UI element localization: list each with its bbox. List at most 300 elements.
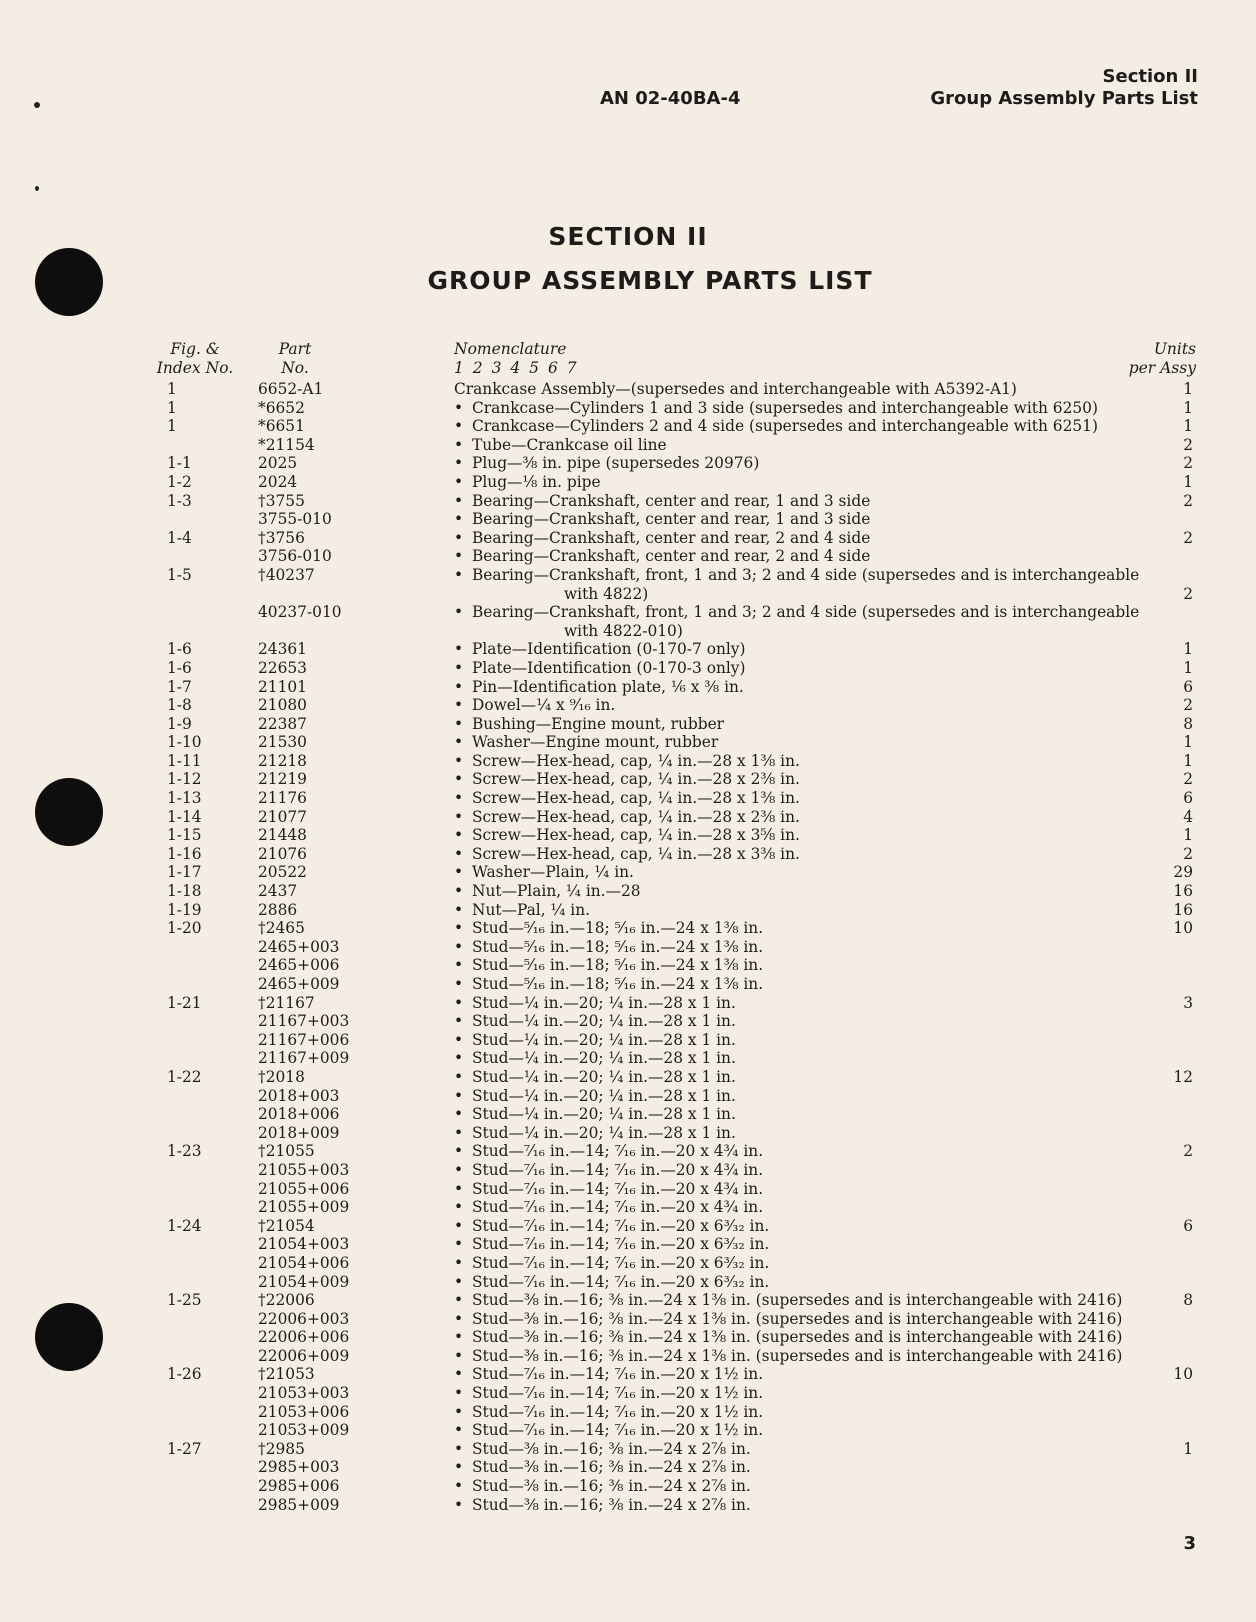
- part-number: †21167: [258, 993, 315, 1012]
- indent-bullet: •: [454, 454, 464, 473]
- indent-bullet: •: [454, 1346, 464, 1365]
- part-number: 21053+009: [258, 1421, 350, 1440]
- units-per-assy: 16: [1173, 900, 1193, 919]
- nomenclature: [454, 529, 870, 548]
- nomenclature: [454, 1087, 736, 1106]
- table-row: [0, 1235, 1256, 1254]
- indent-bullet: •: [454, 1012, 464, 1031]
- fig-index: 1-21: [167, 993, 202, 1012]
- units-per-assy: 2: [1183, 1142, 1193, 1161]
- units-per-assy: 16: [1173, 882, 1193, 901]
- nomenclature: [454, 1161, 763, 1180]
- units-per-assy: 2: [1183, 491, 1193, 510]
- table-row: [0, 547, 1256, 566]
- nomenclature: [454, 1328, 1122, 1347]
- nomenclature: [454, 733, 718, 752]
- fig-index: 1-4: [167, 528, 192, 547]
- nomenclature: [454, 1273, 769, 1292]
- table-row: [0, 436, 1256, 455]
- table-row: [0, 1031, 1256, 1050]
- column-header-part: [260, 340, 330, 377]
- indent-bullet: •: [454, 435, 464, 454]
- part-number: 21077: [258, 807, 307, 826]
- part-number: *6652: [258, 398, 305, 417]
- indent-bullet: •: [454, 677, 464, 696]
- indent-bullet: •: [454, 1421, 464, 1440]
- table-row: [0, 1273, 1256, 1292]
- nomenclature-text: Dowel—¼ x ⁹⁄₁₆ in.: [472, 696, 616, 715]
- fig-index: 1-22: [167, 1067, 202, 1086]
- units-per-assy: 1: [1183, 1439, 1193, 1458]
- table-row: [0, 882, 1256, 901]
- table-row: [0, 1180, 1256, 1199]
- nomenclature: [454, 994, 736, 1013]
- nomenclature-text: Pin—Identification plate, ⅙ x ⅜ in.: [472, 677, 744, 696]
- nomenclature: [454, 845, 800, 864]
- nomenclature: [454, 678, 744, 697]
- part-number: †2465: [258, 919, 305, 938]
- indent-bullet: •: [454, 1458, 464, 1477]
- nomenclature-text: Stud—⅜ in.—16; ⅜ in.—24 x 1⅜ in. (supersedes and is interchangeable with 2416): [472, 1346, 1123, 1365]
- units-per-assy: 6: [1183, 789, 1193, 808]
- units-per-assy: 1: [1183, 826, 1193, 845]
- parts-list: [0, 380, 1256, 1514]
- part-number: 2018+009: [258, 1123, 340, 1142]
- table-row: [0, 733, 1256, 752]
- units-per-assy: 12: [1173, 1067, 1193, 1086]
- fig-index: 1-19: [167, 900, 202, 919]
- indent-bullet: •: [454, 528, 464, 547]
- nomenclature-continuation: with 4822): [564, 584, 649, 603]
- table-row: [0, 1142, 1256, 1161]
- nomenclature: [454, 492, 870, 511]
- nomenclature-text: Stud—⁷⁄₁₆ in.—14; ⁷⁄₁₆ in.—20 x 6³⁄₃₂ in.: [472, 1253, 770, 1272]
- indent-bullet: •: [454, 789, 464, 808]
- nomenclature-text: Bearing—Crankshaft, center and rear, 1 and 3 side: [472, 491, 871, 510]
- part-number: 21054+006: [258, 1253, 350, 1272]
- nomenclature: [454, 882, 641, 901]
- fig-index: 1-25: [167, 1291, 202, 1310]
- units-per-assy: 1: [1183, 640, 1193, 659]
- column-header-nom-line1: Nomenclature: [454, 340, 567, 358]
- indent-bullet: •: [454, 491, 464, 510]
- indent-bullet: •: [454, 1067, 464, 1086]
- fig-index: 1-9: [167, 714, 192, 733]
- part-number: †21053: [258, 1365, 315, 1384]
- table-row: [0, 492, 1256, 511]
- units-per-assy: 10: [1173, 919, 1193, 938]
- nomenclature: [454, 1403, 763, 1422]
- nomenclature: [454, 417, 1098, 436]
- table-row: [0, 1384, 1256, 1403]
- table-row: [0, 1403, 1256, 1422]
- nomenclature-text: Stud—¼ in.—20; ¼ in.—28 x 1 in.: [472, 1012, 736, 1031]
- units-per-assy: 10: [1173, 1365, 1193, 1384]
- nomenclature-text: Stud—⁷⁄₁₆ in.—14; ⁷⁄₁₆ in.—20 x 6³⁄₃₂ in.: [472, 1216, 770, 1235]
- column-header-units-line2: per Assy: [1128, 358, 1196, 377]
- nomenclature: [454, 1235, 769, 1254]
- table-row: [0, 1161, 1256, 1180]
- table-row: [0, 1198, 1256, 1217]
- units-per-assy: 2: [1183, 528, 1193, 547]
- fig-index: 1-16: [167, 844, 202, 863]
- nomenclature: [454, 510, 870, 529]
- indent-bullet: •: [454, 882, 464, 901]
- indent-bullet: •: [454, 993, 464, 1012]
- nomenclature: [454, 1477, 751, 1496]
- nomenclature-text: Plate—Identification (0-170-7 only): [472, 640, 746, 659]
- fig-index: 1: [167, 398, 177, 417]
- part-number: 6652-A1: [258, 380, 324, 398]
- part-number: 21053+003: [258, 1384, 350, 1403]
- column-header-part-line2: No.: [281, 358, 309, 377]
- nomenclature: [454, 1068, 736, 1087]
- table-row: [0, 640, 1256, 659]
- running-header: [930, 66, 1198, 110]
- part-number: 21055+003: [258, 1160, 350, 1179]
- fig-index: 1-15: [167, 826, 202, 845]
- nomenclature: [454, 938, 763, 957]
- part-number: 21053+006: [258, 1402, 350, 1421]
- nomenclature: [454, 640, 746, 659]
- table-row: [0, 1105, 1256, 1124]
- part-number: 21054+009: [258, 1272, 350, 1291]
- indent-bullet: •: [454, 1179, 464, 1198]
- nomenclature: [454, 1347, 1122, 1366]
- units-per-assy: 1: [1183, 398, 1193, 417]
- nomenclature-text: Bushing—Engine mount, rubber: [472, 714, 725, 733]
- part-number: 21218: [258, 751, 307, 770]
- table-row: [0, 1254, 1256, 1273]
- nomenclature-text: Stud—⁷⁄₁₆ in.—14; ⁷⁄₁₆ in.—20 x 1½ in.: [472, 1384, 764, 1403]
- table-row: [0, 1310, 1256, 1329]
- table-row: [0, 845, 1256, 864]
- nomenclature-text: Stud—⁷⁄₁₆ in.—14; ⁷⁄₁₆ in.—20 x 6³⁄₃₂ in.: [472, 1272, 770, 1291]
- table-row: [0, 956, 1256, 975]
- part-number: 21176: [258, 789, 307, 808]
- nomenclature-text: Stud—¼ in.—20; ¼ in.—28 x 1 in.: [472, 1123, 736, 1142]
- fig-index: 1-6: [167, 658, 192, 677]
- nomenclature: [454, 1310, 1122, 1329]
- nomenclature: [454, 1180, 763, 1199]
- fig-index: 1-1: [167, 454, 192, 473]
- nomenclature: [454, 380, 1017, 399]
- nomenclature-text: Stud—¼ in.—20; ¼ in.—28 x 1 in.: [472, 1105, 736, 1124]
- nomenclature-text: Stud—⁵⁄₁₆ in.—18; ⁵⁄₁₆ in.—24 x 1⅜ in.: [472, 956, 764, 975]
- indent-bullet: •: [454, 1216, 464, 1235]
- nomenclature: [454, 789, 800, 808]
- nomenclature-text: Screw—Hex-head, cap, ¼ in.—28 x 3⅜ in.: [472, 844, 800, 863]
- part-number: 20522: [258, 863, 307, 882]
- nomenclature-text: Stud—¼ in.—20; ¼ in.—28 x 1 in.: [472, 1086, 736, 1105]
- fig-index: 1-17: [167, 863, 202, 882]
- table-row: [0, 901, 1256, 920]
- part-number: 2024: [258, 472, 298, 491]
- table-row: [0, 752, 1256, 771]
- nomenclature-continuation: with 4822-010): [564, 621, 683, 640]
- nomenclature-text: Plug—⅛ in. pipe: [472, 472, 601, 491]
- indent-bullet: •: [454, 696, 464, 715]
- page-number: 3: [1183, 1533, 1196, 1554]
- nomenclature: [454, 1421, 763, 1440]
- part-number: *21154: [258, 435, 315, 454]
- part-number: 21076: [258, 844, 307, 863]
- nomenclature: [454, 1031, 736, 1050]
- fig-index: 1: [167, 417, 177, 436]
- nomenclature: [454, 696, 615, 715]
- indent-bullet: •: [454, 603, 464, 622]
- nomenclature-text: Stud—⁷⁄₁₆ in.—14; ⁷⁄₁₆ in.—20 x 1½ in.: [472, 1365, 764, 1384]
- part-number: 2437: [258, 882, 298, 901]
- nomenclature-text: Stud—¼ in.—20; ¼ in.—28 x 1 in.: [472, 1067, 736, 1086]
- part-number: †21055: [258, 1142, 315, 1161]
- table-row: [0, 1496, 1256, 1515]
- table-row: [0, 510, 1256, 529]
- nomenclature-text: Crankcase Assembly—(supersedes and interchangeable with A5392-A1): [454, 380, 1017, 398]
- units-per-assy: 1: [1183, 751, 1193, 770]
- nomenclature-text: Screw—Hex-head, cap, ¼ in.—28 x 2⅜ in.: [472, 770, 800, 789]
- indent-bullet: •: [454, 844, 464, 863]
- table-row: [0, 566, 1256, 603]
- nomenclature-text: Washer—Plain, ¼ in.: [472, 863, 634, 882]
- nomenclature: [454, 919, 763, 938]
- table-row: [0, 1458, 1256, 1477]
- fig-index: 1-11: [167, 751, 202, 770]
- table-row: [0, 1068, 1256, 1087]
- fig-index: 1-2: [167, 472, 192, 491]
- nomenclature-text: Bearing—Crankshaft, center and rear, 2 and 4 side: [472, 547, 871, 566]
- speck: [34, 102, 40, 108]
- fig-index: 1-23: [167, 1142, 202, 1161]
- nomenclature: [454, 1012, 736, 1031]
- nomenclature: [454, 1217, 769, 1236]
- indent-bullet: •: [454, 565, 464, 584]
- units-per-assy: 1: [1183, 417, 1193, 436]
- indent-bullet: •: [454, 807, 464, 826]
- table-row: [0, 1347, 1256, 1366]
- nomenclature: [454, 436, 667, 455]
- nomenclature: [454, 1365, 763, 1384]
- indent-bullet: •: [454, 1309, 464, 1328]
- nomenclature: [454, 566, 1139, 603]
- nomenclature-text: Plate—Identification (0-170-3 only): [472, 658, 746, 677]
- nomenclature: [454, 715, 724, 734]
- units-per-assy: 1: [1183, 733, 1193, 752]
- nomenclature-text: Bearing—Crankshaft, front, 1 and 3; 2 and 4 side (supersedes and is interchangeable: [472, 565, 1140, 584]
- units-per-assy: 8: [1183, 1291, 1193, 1310]
- fig-index: 1-12: [167, 770, 202, 789]
- column-header-fig-line1: Fig. &: [170, 340, 220, 358]
- fig-index: 1-20: [167, 919, 202, 938]
- indent-bullet: •: [454, 640, 464, 659]
- indent-bullet: •: [454, 472, 464, 491]
- part-number: 21101: [258, 677, 307, 696]
- nomenclature: [454, 1142, 763, 1161]
- nomenclature-text: Stud—⁷⁄₁₆ in.—14; ⁷⁄₁₆ in.—20 x 4¾ in.: [472, 1142, 764, 1161]
- nomenclature-text: Crankcase—Cylinders 2 and 4 side (supersedes and interchangeable with 6251): [472, 417, 1098, 436]
- indent-bullet: •: [454, 1495, 464, 1514]
- nomenclature-text: Stud—⅜ in.—16; ⅜ in.—24 x 2⅞ in.: [472, 1458, 751, 1477]
- nomenclature: [454, 808, 800, 827]
- indent-bullet: •: [454, 937, 464, 956]
- part-number: 3756-010: [258, 547, 332, 566]
- column-header-units: [1129, 340, 1196, 377]
- nomenclature-text: Stud—⁵⁄₁₆ in.—18; ⁵⁄₁₆ in.—24 x 1⅜ in.: [472, 937, 764, 956]
- indent-bullet: •: [454, 975, 464, 993]
- nomenclature-text: Stud—⁷⁄₁₆ in.—14; ⁷⁄₁₆ in.—20 x 4¾ in.: [472, 1160, 764, 1179]
- table-row: [0, 529, 1256, 548]
- nomenclature: [454, 603, 1139, 640]
- indent-bullet: •: [454, 1049, 464, 1068]
- indent-bullet: •: [454, 733, 464, 752]
- nomenclature-text: Tube—Crankcase oil line: [472, 435, 667, 454]
- table-row: [0, 1477, 1256, 1496]
- indent-bullet: •: [454, 1402, 464, 1421]
- running-header-title: Group Assembly Parts List: [930, 88, 1198, 109]
- indent-bullet: •: [454, 1198, 464, 1217]
- fig-index: 1-26: [167, 1365, 202, 1384]
- nomenclature-text: Stud—¼ in.—20; ¼ in.—28 x 1 in.: [472, 1030, 736, 1049]
- nomenclature-text: Bearing—Crankshaft, front, 1 and 3; 2 and 4 side (supersedes and is interchangeable: [472, 603, 1140, 622]
- units-per-assy: 2: [1183, 770, 1193, 789]
- table-row: [0, 938, 1256, 957]
- indent-bullet: •: [454, 1123, 464, 1142]
- units-per-assy: 1: [1183, 380, 1193, 398]
- fig-index: 1-10: [167, 733, 202, 752]
- indent-bullet: •: [454, 1272, 464, 1291]
- indent-bullet: •: [454, 1439, 464, 1458]
- table-row: [0, 380, 1256, 399]
- nomenclature: [454, 473, 601, 492]
- indent-bullet: •: [454, 547, 464, 566]
- document-number: AN 02-40BA-4: [600, 88, 741, 109]
- units-per-assy: 2: [1183, 435, 1193, 454]
- nomenclature-text: Stud—¼ in.—20; ¼ in.—28 x 1 in.: [472, 1049, 736, 1068]
- table-row: [0, 1328, 1256, 1347]
- table-row: [0, 603, 1256, 640]
- units-per-assy: 4: [1183, 807, 1193, 826]
- indent-bullet: •: [454, 826, 464, 845]
- table-row: [0, 789, 1256, 808]
- table-row: [0, 1087, 1256, 1106]
- column-header-nomenclature: [454, 340, 579, 377]
- nomenclature-text: Plug—⅜ in. pipe (supersedes 20976): [472, 454, 760, 473]
- table-row: [0, 399, 1256, 418]
- indent-bullet: •: [454, 1142, 464, 1161]
- table-row: [0, 696, 1256, 715]
- column-header-nom-line2: 1 2 3 4 5 6 7: [454, 358, 579, 377]
- table-row: [0, 919, 1256, 938]
- fig-index: 1-6: [167, 640, 192, 659]
- part-number: 21530: [258, 733, 307, 752]
- table-row: [0, 473, 1256, 492]
- nomenclature: [454, 826, 800, 845]
- units-per-assy: 8: [1183, 714, 1193, 733]
- nomenclature: [454, 1124, 736, 1143]
- part-number: †40237: [258, 565, 315, 584]
- part-number: 24361: [258, 640, 307, 659]
- indent-bullet: •: [454, 510, 464, 529]
- fig-index: 1-3: [167, 491, 192, 510]
- part-number: †2985: [258, 1439, 305, 1458]
- table-row: [0, 1217, 1256, 1236]
- part-number: 2465+009: [258, 975, 340, 993]
- list-title: GROUP ASSEMBLY PARTS LIST: [427, 266, 873, 295]
- part-number: †22006: [258, 1291, 315, 1310]
- part-number: 2018+003: [258, 1086, 340, 1105]
- nomenclature-text: Stud—⅜ in.—16; ⅜ in.—24 x 2⅞ in.: [472, 1477, 751, 1496]
- indent-bullet: •: [454, 1365, 464, 1384]
- units-per-assy: 1: [1183, 472, 1193, 491]
- part-number: 2025: [258, 454, 298, 473]
- table-row: [0, 678, 1256, 697]
- nomenclature: [454, 863, 634, 882]
- part-number: 21167+003: [258, 1012, 350, 1031]
- indent-bullet: •: [454, 1291, 464, 1310]
- part-number: 2465+006: [258, 956, 340, 975]
- part-number: †3755: [258, 491, 305, 510]
- nomenclature-text: Stud—⁷⁄₁₆ in.—14; ⁷⁄₁₆ in.—20 x 4¾ in.: [472, 1198, 764, 1217]
- nomenclature: [454, 1496, 751, 1515]
- nomenclature: [454, 956, 763, 975]
- nomenclature: [454, 1198, 763, 1217]
- part-number: 21055+006: [258, 1179, 350, 1198]
- indent-bullet: •: [454, 1253, 464, 1272]
- column-header-fig: [150, 340, 240, 377]
- indent-bullet: •: [454, 1235, 464, 1254]
- nomenclature: [454, 547, 870, 566]
- indent-bullet: •: [454, 1030, 464, 1049]
- indent-bullet: •: [454, 900, 464, 919]
- running-header-section: Section II: [1102, 66, 1198, 87]
- indent-bullet: •: [454, 1105, 464, 1124]
- units-per-assy: 6: [1183, 1216, 1193, 1235]
- nomenclature-text: Stud—⅜ in.—16; ⅜ in.—24 x 2⅞ in.: [472, 1495, 751, 1514]
- part-number: 2018+006: [258, 1105, 340, 1124]
- nomenclature-text: Bearing—Crankshaft, center and rear, 2 and 4 side: [472, 528, 871, 547]
- units-per-assy: 29: [1173, 863, 1193, 882]
- table-row: [0, 975, 1256, 994]
- part-number: 22387: [258, 714, 307, 733]
- table-row: [0, 659, 1256, 678]
- nomenclature: [454, 454, 759, 473]
- indent-bullet: •: [454, 417, 464, 436]
- nomenclature-text: Washer—Engine mount, rubber: [472, 733, 719, 752]
- fig-index: 1-24: [167, 1216, 202, 1235]
- units-per-assy: 1: [1183, 658, 1193, 677]
- part-number: 22006+003: [258, 1309, 350, 1328]
- table-row: [0, 808, 1256, 827]
- units-per-assy: 3: [1183, 993, 1193, 1012]
- part-number: 2465+003: [258, 937, 340, 956]
- part-number: 21167+009: [258, 1049, 350, 1068]
- nomenclature-text: Bearing—Crankshaft, center and rear, 1 and 3 side: [472, 510, 871, 529]
- part-number: 2985+009: [258, 1495, 340, 1514]
- indent-bullet: •: [454, 956, 464, 975]
- table-row: [0, 1012, 1256, 1031]
- column-header-part-line1: Part: [278, 340, 312, 358]
- units-per-assy: 2: [1183, 584, 1193, 603]
- table-row: [0, 770, 1256, 789]
- table-row: [0, 1365, 1256, 1384]
- indent-bullet: •: [454, 1384, 464, 1403]
- nomenclature: [454, 1254, 769, 1273]
- table-row: [0, 454, 1256, 473]
- nomenclature-text: Stud—⁷⁄₁₆ in.—14; ⁷⁄₁₆ in.—20 x 1½ in.: [472, 1402, 764, 1421]
- nomenclature: [454, 659, 746, 678]
- part-number: 22006+009: [258, 1346, 350, 1365]
- part-number: 21080: [258, 696, 307, 715]
